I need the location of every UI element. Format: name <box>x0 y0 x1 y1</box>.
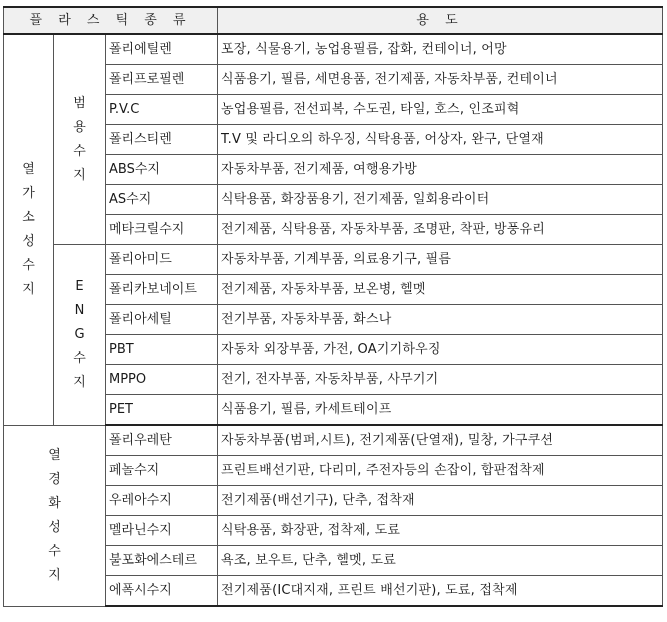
plastic-name: PET <box>106 395 218 426</box>
table-header-row <box>4 7 663 34</box>
plastic-use: 프린트배선기판, 다리미, 주전자등의 손잡이, 합판접착제 <box>218 456 663 486</box>
plastic-name: ABS수지 <box>106 155 218 185</box>
plastic-name: 멜라닌수지 <box>106 516 218 546</box>
plastic-use: 전기제품, 식탁용품, 자동차부품, 조명판, 착판, 방풍유리 <box>218 215 663 245</box>
plastic-table-container <box>3 6 662 607</box>
category-thermoplastic: 열가소성수지 <box>4 34 54 425</box>
plastic-use: 식탁용품, 화장판, 접착제, 도료 <box>218 516 663 546</box>
plastic-use: 식품용기, 필름, 카세트테이프 <box>218 395 663 426</box>
plastic-use: T.V 및 라디오의 하우징, 식탁용품, 어상자, 완구, 단열재 <box>218 125 663 155</box>
plastic-name: 메타크릴수지 <box>106 215 218 245</box>
plastic-name: 폴리아세틸 <box>106 305 218 335</box>
plastic-use: 포장, 식물용기, 농업용필름, 잡화, 컨테이너, 어망 <box>218 34 663 65</box>
plastic-use: 식품용기, 필름, 세면용품, 전기제품, 자동차부품, 컨테이너 <box>218 65 663 95</box>
plastic-name: MPPO <box>106 365 218 395</box>
category-thermoset: 열경화성수지 <box>4 425 106 606</box>
plastic-name: 페놀수지 <box>106 456 218 486</box>
plastic-name: 폴리프로필렌 <box>106 65 218 95</box>
plastic-name: 폴리에틸렌 <box>106 34 218 65</box>
subgroup-eng: ENG수지 <box>54 245 106 426</box>
subgroup-general: 범용수지 <box>54 34 106 245</box>
plastic-use: 자동차 외장부품, 가전, OA기기하우징 <box>218 335 663 365</box>
plastic-use: 전기제품(배선기구), 단추, 접착재 <box>218 486 663 516</box>
plastic-use: 자동차부품, 기계부품, 의료용기구, 필름 <box>218 245 663 275</box>
plastic-name: 폴리우레탄 <box>106 425 218 456</box>
plastic-use: 전기제품(IC대지재, 프린트 배선기판), 도료, 접착제 <box>218 576 663 607</box>
plastic-use: 자동차부품, 전기제품, 여행용가방 <box>218 155 663 185</box>
plastic-use: 농업용필름, 전선피복, 수도권, 타일, 호스, 인조피혁 <box>218 95 663 125</box>
plastic-name: 불포화에스테르 <box>106 546 218 576</box>
plastic-name: 우레아수지 <box>106 486 218 516</box>
plastic-name: 폴리스티렌 <box>106 125 218 155</box>
plastic-name: P.V.C <box>106 95 218 125</box>
header-plastic-type: 플 라 스 틱 종 류 <box>4 7 218 34</box>
plastic-name: 에폭시수지 <box>106 576 218 607</box>
plastic-use: 전기제품, 자동차부품, 보온병, 헬멧 <box>218 275 663 305</box>
plastic-use: 욕조, 보우트, 단추, 헬멧, 도료 <box>218 546 663 576</box>
table-row <box>4 245 663 275</box>
plastic-name: 폴리아미드 <box>106 245 218 275</box>
header-use: 용 도 <box>218 7 663 34</box>
table-row <box>4 425 663 456</box>
plastic-name: AS수지 <box>106 185 218 215</box>
plastic-name: 폴리카보네이트 <box>106 275 218 305</box>
plastic-use: 식탁용품, 화장품용기, 전기제품, 일회용라이터 <box>218 185 663 215</box>
plastic-use: 자동차부품(범퍼,시트), 전기제품(단열재), 밀창, 가구쿠션 <box>218 425 663 456</box>
plastic-use: 전기, 전자부품, 자동차부품, 사무기기 <box>218 365 663 395</box>
plastic-types-table <box>3 6 663 607</box>
plastic-name: PBT <box>106 335 218 365</box>
table-row <box>4 34 663 65</box>
plastic-use: 전기부품, 자동차부품, 화스나 <box>218 305 663 335</box>
